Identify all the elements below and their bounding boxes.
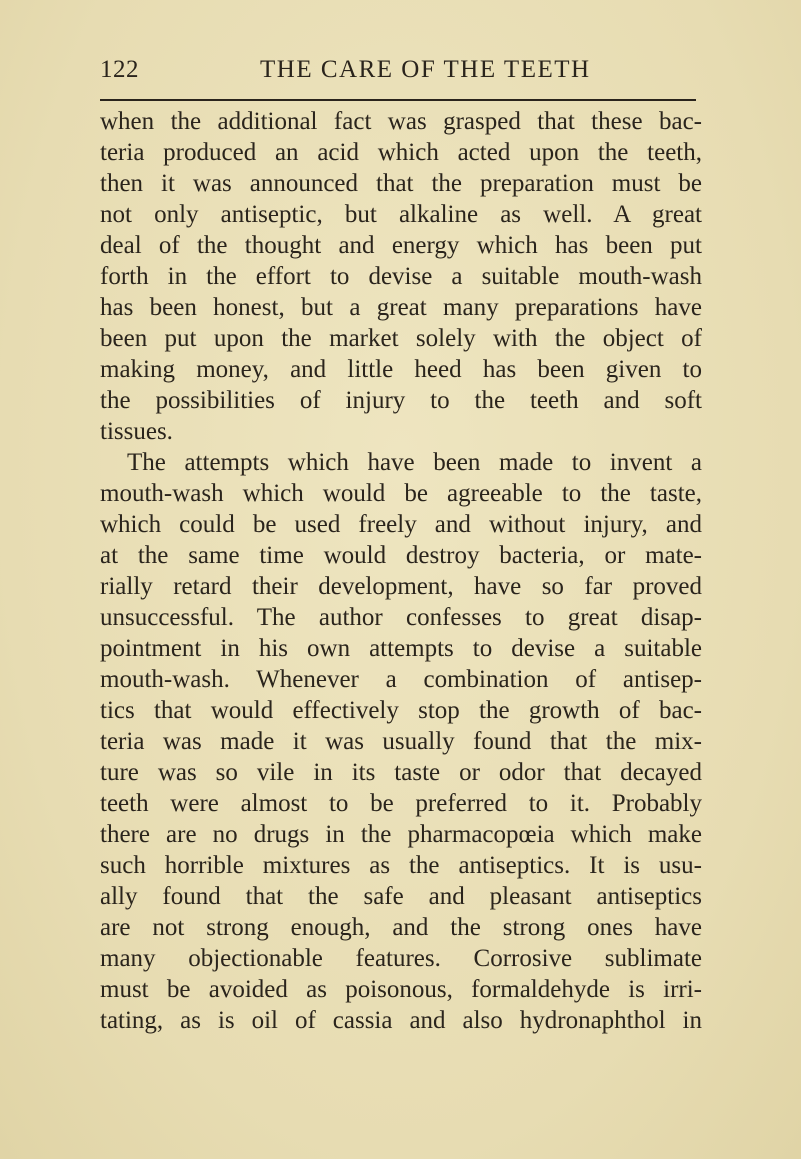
text-line: unsuccessful. The author confesses to great disap-: [100, 604, 702, 631]
text-line: teria produced an acid which acted upon the teeth,: [100, 139, 702, 166]
text-line: must be avoided as poisonous, formaldehyde is irri-: [100, 976, 702, 1003]
text-line: such horrible mixtures as the antiseptics. It is usu-: [100, 852, 702, 879]
text-line: mouth-wash which would be agreeable to the taste,: [100, 480, 702, 507]
text-line: been put upon the market solely with the object of: [100, 325, 702, 352]
text-line: many objectionable features. Corrosive sublimate: [100, 945, 702, 972]
text-line: rially retard their development, have so far proved: [100, 573, 702, 600]
text-line: when the additional fact was grasped that these bac-: [100, 108, 702, 135]
text-line: ture was so vile in its taste or odor that decayed: [100, 759, 702, 786]
text-line: at the same time would destroy bacteria, or mate-: [100, 542, 702, 569]
text-line: tics that would effectively stop the growth of bac-: [100, 697, 702, 724]
text-line: ally found that the safe and pleasant antiseptics: [100, 883, 702, 910]
page-header: [100, 56, 696, 88]
text-line: The attempts which have been made to invent a: [127, 449, 702, 476]
text-line: tissues.: [100, 418, 173, 445]
text-line: tating, as is oil of cassia and also hydronaphthol in: [100, 1007, 702, 1034]
text-line: there are no drugs in the pharmacopœia which make: [100, 821, 702, 848]
running-head: THE CARE OF THE TEETH: [260, 56, 591, 83]
text-line: making money, and little heed has been given to: [100, 356, 702, 383]
text-line: pointment in his own attempts to devise a suitable: [100, 635, 702, 662]
text-line: has been honest, but a great many preparations have: [100, 294, 702, 321]
text-line: are not strong enough, and the strong ones have: [100, 914, 702, 941]
text-line: deal of the thought and energy which has been put: [100, 232, 702, 259]
text-line: not only antiseptic, but alkaline as well. A great: [100, 201, 702, 228]
text-line: the possibilities of injury to the teeth and soft: [100, 387, 702, 414]
header-rule: [100, 99, 696, 101]
text-line: then it was announced that the preparation must be: [100, 170, 702, 197]
text-line: forth in the effort to devise a suitable mouth-wash: [100, 263, 702, 290]
text-line: teeth were almost to be preferred to it. Probably: [100, 790, 702, 817]
text-line: which could be used freely and without injury, and: [100, 511, 702, 538]
body-text: [100, 106, 702, 1036]
page-number: 122: [100, 56, 139, 83]
text-line: teria was made it was usually found that the mix-: [100, 728, 702, 755]
text-line: mouth-wash. Whenever a combination of antisep-: [100, 666, 702, 693]
